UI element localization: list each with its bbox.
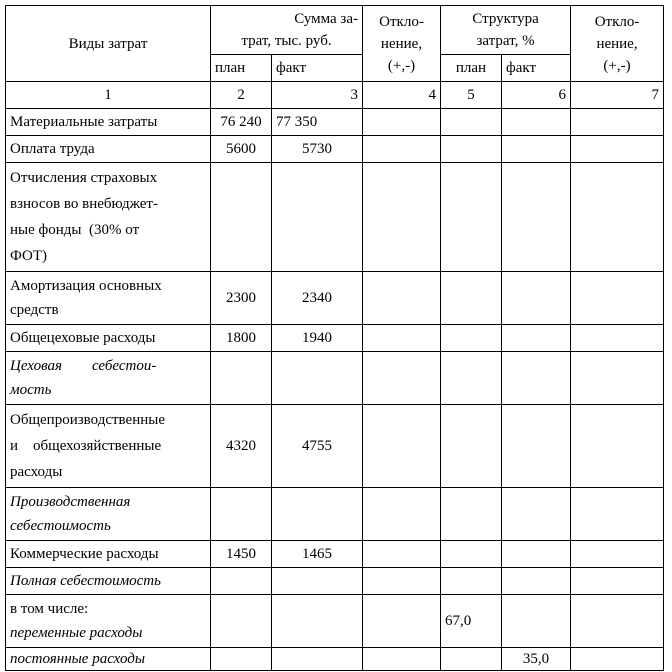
plan-value: 2300	[211, 272, 272, 325]
table-row	[6, 325, 664, 352]
deviation-value	[363, 352, 441, 405]
table-row	[6, 595, 664, 648]
table-row	[6, 352, 664, 405]
structure-plan-value	[441, 568, 502, 595]
structure-fact-value	[502, 136, 571, 163]
row-label	[6, 325, 211, 352]
plan-value: 1800	[211, 325, 272, 352]
row-label-line: Отчисления страховых	[10, 170, 158, 186]
plan-value	[211, 568, 272, 595]
deviation-value	[363, 568, 441, 595]
fact-value	[272, 568, 363, 595]
deviation-value	[363, 109, 441, 136]
row-label-line: ФОТ)	[10, 248, 48, 264]
row-label	[6, 136, 211, 163]
deviation-value	[363, 488, 441, 541]
table-row	[6, 163, 664, 272]
header-deviation-2-line2: нение,	[596, 35, 638, 52]
header-cost-structure-line2: затрат, %	[476, 33, 535, 49]
plan-value: 76 240	[211, 109, 272, 136]
row-label-line: Амортизация основных	[10, 278, 162, 294]
fact-value: 2340	[272, 272, 363, 325]
structure-plan-value	[441, 352, 502, 405]
structure-plan-value	[441, 648, 502, 671]
deviation-value	[363, 541, 441, 568]
structure-deviation-value	[571, 595, 664, 648]
header-deviation-2	[571, 6, 664, 82]
structure-plan-value: 67,0	[441, 595, 502, 648]
header-cost-structure-line1: Структура	[472, 11, 539, 27]
header-deviation-1	[363, 6, 441, 82]
header-plan-percent: план	[441, 55, 502, 82]
structure-plan-value	[441, 109, 502, 136]
deviation-value	[363, 325, 441, 352]
structure-deviation-value	[571, 568, 664, 595]
fact-value: 4755	[272, 405, 363, 488]
header-fact-percent: факт	[502, 55, 571, 82]
header-plan: план	[211, 55, 272, 82]
deviation-value	[363, 272, 441, 325]
plan-value: 4320	[211, 405, 272, 488]
structure-fact-value	[502, 405, 571, 488]
structure-plan-value	[441, 325, 502, 352]
row-label-line: Коммерческие расходы	[10, 546, 159, 562]
row-label-line: ные фонды (30% от	[10, 222, 140, 238]
fact-value	[272, 163, 363, 272]
structure-deviation-value	[571, 109, 664, 136]
plan-value	[211, 163, 272, 272]
header-deviation-1-line3: (+,-)	[387, 57, 416, 74]
table-row	[6, 136, 664, 163]
row-label-line: средств	[10, 302, 59, 318]
deviation-value	[363, 595, 441, 648]
column-number-row	[6, 82, 664, 109]
structure-plan-value	[441, 163, 502, 272]
structure-fact-value	[502, 352, 571, 405]
header-cost-structure	[441, 6, 571, 55]
plan-value	[211, 352, 272, 405]
row-label-line: в том числе:	[10, 601, 89, 617]
column-number: 6	[502, 82, 571, 109]
header-deviation-2-line1: Откло-	[594, 13, 640, 30]
column-number: 2	[211, 82, 272, 109]
plan-value: 5600	[211, 136, 272, 163]
structure-deviation-value	[571, 136, 664, 163]
structure-deviation-value	[571, 541, 664, 568]
header-cost-types-label: Виды затрат	[68, 35, 148, 52]
row-label-line: Цеховая себестои-	[10, 358, 157, 374]
table-row	[6, 272, 664, 325]
fact-value: 1940	[272, 325, 363, 352]
deviation-value	[363, 648, 441, 671]
plan-value	[211, 488, 272, 541]
column-number: 7	[571, 82, 664, 109]
column-number: 1	[6, 82, 211, 109]
structure-deviation-value	[571, 648, 664, 671]
fact-value	[272, 648, 363, 671]
column-number: 4	[363, 82, 441, 109]
row-label	[6, 272, 211, 325]
row-label	[6, 595, 211, 648]
row-label-line: Оплата труда	[10, 141, 95, 157]
row-label-line: расходы	[10, 464, 63, 480]
structure-deviation-value	[571, 325, 664, 352]
structure-deviation-value	[571, 488, 664, 541]
structure-plan-value	[441, 488, 502, 541]
row-label-line: и общехозяйственные	[10, 438, 162, 454]
row-label-line: Материальные затраты	[10, 114, 158, 130]
table-row	[6, 488, 664, 541]
row-label-line: Полная себестоимость	[10, 573, 161, 589]
deviation-value	[363, 163, 441, 272]
structure-deviation-value	[571, 272, 664, 325]
fact-value	[272, 352, 363, 405]
row-label	[6, 568, 211, 595]
row-label	[6, 109, 211, 136]
table-row	[6, 541, 664, 568]
header-deviation-1-line1: Откло-	[379, 13, 424, 30]
fact-value: 77 350	[272, 109, 363, 136]
fact-value	[272, 595, 363, 648]
row-label-line: переменные расходы	[10, 625, 143, 641]
row-label	[6, 541, 211, 568]
table-row	[6, 405, 664, 488]
structure-fact-value	[502, 488, 571, 541]
deviation-value	[363, 136, 441, 163]
row-label-line: Производственная	[10, 494, 131, 510]
row-label-line: Общепроизводственные	[10, 412, 165, 428]
header-cost-sum-line2: трат, тыс. руб.	[241, 33, 332, 49]
header-deviation-2-line3: (+,-)	[603, 57, 631, 74]
structure-fact-value	[502, 272, 571, 325]
fact-value: 5730	[272, 136, 363, 163]
table-row	[6, 568, 664, 595]
structure-plan-value	[441, 136, 502, 163]
row-label	[6, 488, 211, 541]
header-cost-sum-line1: Сумма за-	[294, 11, 358, 27]
column-number: 3	[272, 82, 363, 109]
header-cost-types	[6, 6, 211, 82]
header-deviation-1-line2: нение,	[380, 35, 423, 52]
structure-fact-value: 35,0	[502, 648, 571, 671]
plan-value: 1450	[211, 541, 272, 568]
structure-fact-value	[502, 163, 571, 272]
structure-plan-value	[441, 272, 502, 325]
structure-fact-value	[502, 541, 571, 568]
deviation-value	[363, 405, 441, 488]
table-row	[6, 109, 664, 136]
row-label	[6, 405, 211, 488]
cost-structure-table	[5, 5, 664, 671]
fact-value	[272, 488, 363, 541]
row-label-line: себестоимость	[10, 518, 111, 534]
structure-deviation-value	[571, 405, 664, 488]
plan-value	[211, 648, 272, 671]
row-label	[6, 648, 211, 671]
header-cost-sum	[211, 6, 363, 55]
fact-value: 1465	[272, 541, 363, 568]
plan-value	[211, 595, 272, 648]
row-label-line: мость	[10, 382, 52, 398]
structure-fact-value	[502, 109, 571, 136]
structure-fact-value	[502, 568, 571, 595]
row-label-line: постоянные расходы	[10, 651, 146, 667]
header-row-1	[6, 6, 664, 55]
header-fact: факт	[272, 55, 363, 82]
structure-deviation-value	[571, 163, 664, 272]
structure-plan-value	[441, 541, 502, 568]
row-label-line: Общецеховые расходы	[10, 330, 156, 346]
row-label	[6, 163, 211, 272]
table-row	[6, 648, 664, 671]
row-label	[6, 352, 211, 405]
structure-plan-value	[441, 405, 502, 488]
row-label-line: взносов во внебюджет-	[10, 196, 158, 212]
structure-fact-value	[502, 325, 571, 352]
structure-deviation-value	[571, 352, 664, 405]
column-number: 5	[441, 82, 502, 109]
structure-fact-value	[502, 595, 571, 648]
